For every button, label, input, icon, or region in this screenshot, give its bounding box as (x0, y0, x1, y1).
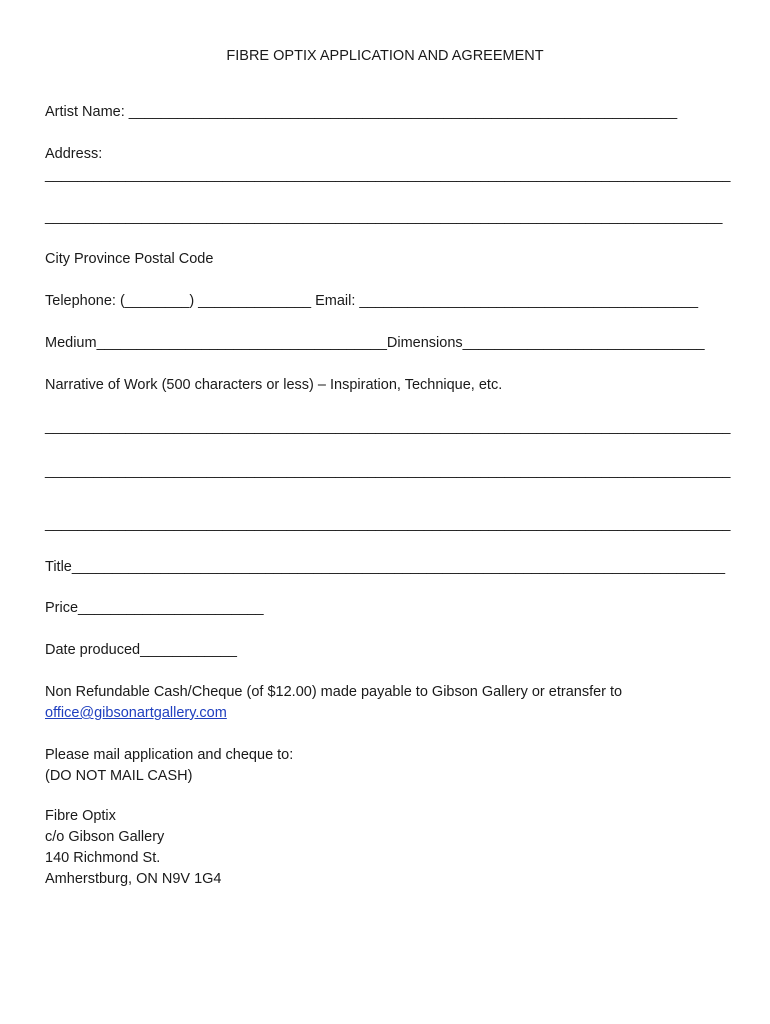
artist-name-field[interactable]: Artist Name: ____________________________________________________________________ (45, 104, 678, 120)
page-title: FIBRE OPTIX APPLICATION AND AGREEMENT (226, 48, 544, 64)
address-label: Address: (45, 146, 103, 162)
narrative-line-2[interactable]: _____________________________________________________________________________________ (45, 463, 731, 479)
title-field[interactable]: Title_________________________________________________________________________________ (45, 559, 726, 575)
mailing-address-line-1: Fibre Optix (45, 808, 116, 824)
address-line-1[interactable]: _____________________________________________________________________________________ (45, 167, 731, 183)
address-line-2[interactable]: ____________________________________________________________________________________ (45, 209, 723, 225)
mailing-address-line-4: Amherstburg, ON N9V 1G4 (45, 871, 222, 887)
mailing-address-line-3: 140 Richmond St. (45, 850, 161, 866)
mailing-address-line-2: c/o Gibson Gallery (45, 829, 165, 845)
price-field[interactable]: Price_______________________ (45, 600, 264, 616)
office-email-link[interactable]: office@gibsonartgallery.com (45, 705, 227, 721)
narrative-label: Narrative of Work (500 characters or less) – Inspiration, Technique, etc. (45, 377, 503, 393)
city-province-postal-label: City Province Postal Code (45, 251, 214, 267)
narrative-line-1[interactable]: _____________________________________________________________________________________ (45, 419, 731, 435)
payment-text: Non Refundable Cash/Cheque (of $12.00) made payable to Gibson Gallery or etransfer to (45, 684, 623, 700)
narrative-line-3[interactable]: _____________________________________________________________________________________ (45, 516, 731, 532)
mail-warning: (DO NOT MAIL CASH) (45, 768, 193, 784)
date-produced-field[interactable]: Date produced____________ (45, 642, 237, 658)
mail-instruction: Please mail application and cheque to: (45, 747, 294, 763)
medium-dimensions-field[interactable]: Medium____________________________________Dimensions______________________________ (45, 335, 705, 351)
telephone-email-field[interactable]: Telephone: (________) ______________ Email: __________________________________________ (45, 293, 699, 309)
